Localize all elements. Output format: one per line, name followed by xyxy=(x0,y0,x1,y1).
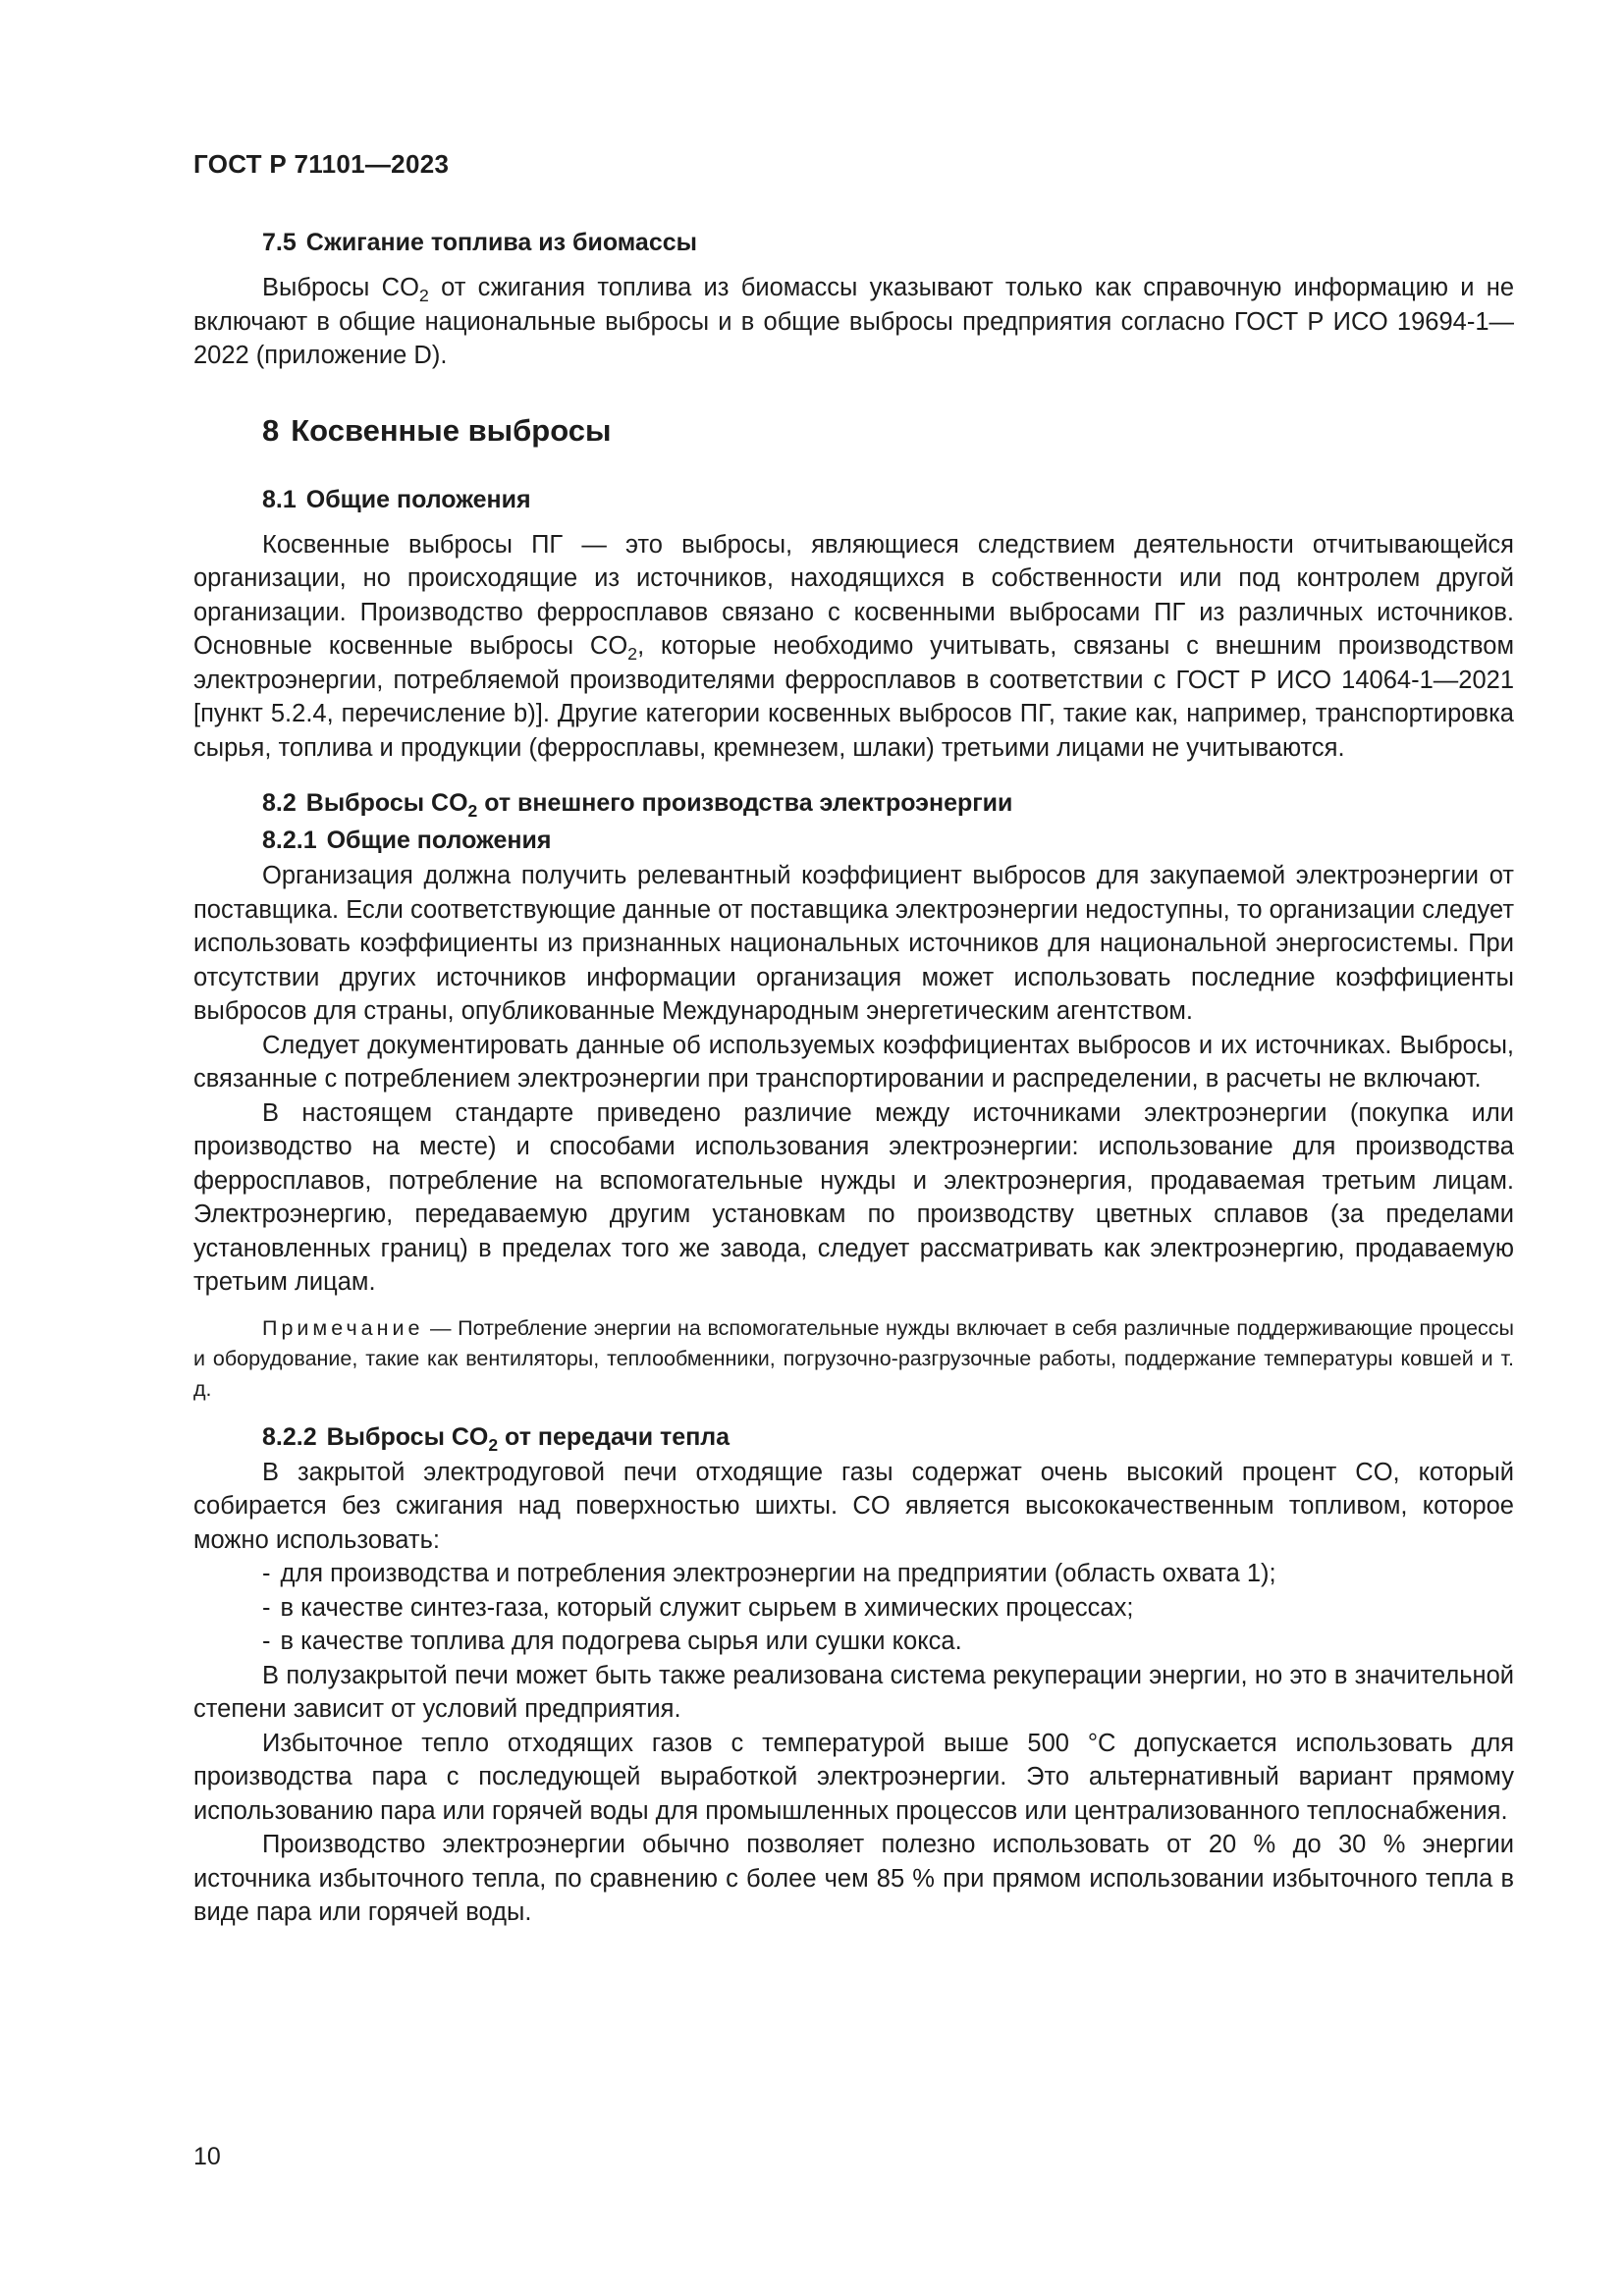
note-label: Примечание xyxy=(262,1315,424,1340)
section-title: Косвенные выбросы xyxy=(291,412,612,448)
section-8-2-1-paragraph-1: Организация должна получить релевантный коэффициент выбросов для закупаемой электроэнергии от поставщика. Если соответствующие данные от поставщика электроэнергии недоступны, то организации следует использовать коэффициенты из признанных национальных источников для национальной энергосистемы. При отсутствии других источников информации организация может использовать последние коэффициенты выбросов для страны, опубликованные Международным энергетическим агентством. xyxy=(193,862,1514,1025)
section-number: 8.2.1 xyxy=(262,827,317,854)
section-8-2-heading: 8.2 Выбросы $CO_2$ от внешнего производства электроэнергии xyxy=(262,789,1013,822)
section-number: 7.5 xyxy=(262,229,297,256)
section-number: 8.2.2 xyxy=(262,1422,317,1451)
section-title: Общие положения xyxy=(305,485,531,513)
list-item: - в качестве синтез-газа, который служит сырьем в химических процессах; xyxy=(262,1593,1134,1622)
list-marker: - xyxy=(262,1593,271,1622)
list-item: - для производства и потребления электроэнергии на предприятии (область охвата 1); xyxy=(262,1560,1276,1587)
section-title: Общие положения xyxy=(326,827,552,854)
page-number: 10 xyxy=(193,2143,221,2170)
list-item: - в качестве топлива для подогрева сырья или сушки кокса. xyxy=(262,1628,962,1655)
list-marker: - xyxy=(262,1628,271,1655)
section-8-2-1-paragraph-2: Следует документировать данные об используемых коэффициентах выбросов и их источниках. Выбросы, связанные с потреблением электроэнергии при транспортировании и распределении, в расчеты не включают. xyxy=(193,1031,1514,1093)
section-number: 8.1 xyxy=(262,485,297,513)
section-8-2-2-paragraph-3: Избыточное тепло отходящих газов с температурой выше 500 °C допускается использовать для производства пара с последующей выработкой электроэнергии. Это альтернативный вариант прямому использованию пара или горячей воды для промышленных процессов или централизованного теплоснабжения. xyxy=(193,1729,1514,1825)
list-marker: - xyxy=(262,1560,271,1587)
section-8-1-heading xyxy=(193,481,1514,518)
section-number: 8.2 xyxy=(262,789,297,817)
note xyxy=(193,1313,1514,1405)
section-title: Сжигание топлива из биомассы xyxy=(305,229,697,256)
note-text: — Потребление энергии на вспомогательные нужды включает в себя различные поддерживающие процессы и оборудование, такие как вентиляторы, теплообменники, погрузочно-разгрузочные работы, поддержание температуры ковшей и т. д. xyxy=(193,1315,1514,1401)
section-8-heading xyxy=(193,408,1514,454)
section-8-2-1-paragraph-3: В настоящем стандарте приведено различие между источниками электроэнергии (покупка или производство на месте) и способами использования электроэнергии: использование для производства ферросплавов, потребление на вспомогательные нужды и электроэнергия, продаваемая третьим лицам. Электроэнергию, передаваемую другим установкам по производству цветных сплавов (за пределами установленных границ) в пределах того же завода, следует рассматривать как электроэнергию, продаваемую третьим лицам. xyxy=(193,1098,1514,1296)
section-8-2-2-paragraph-1: В закрытой электродуговой печи отходящие газы содержат очень высокий процент CO, который собирается без сжигания над поверхностью шихты. CO является высококачественным топливом, которое можно использовать: xyxy=(193,1458,1514,1554)
section-8-2-2-heading: 8.2.2 Выбросы $CO_2$ от передачи тепла xyxy=(262,1422,731,1455)
section-8-2-2-paragraph-2: В полузакрытой печи может быть также реализована система рекуперации энергии, но это в значительной степени зависит от условий предприятия. xyxy=(193,1661,1514,1723)
document-header: ГОСТ Р 71101—2023 xyxy=(193,149,450,179)
section-7-5-paragraph: Выбросы $CO_2$ от сжигания топлива из биомассы указывают только как справочную информацию и не включают в общие национальные выбросы и в общие выбросы предприятия согласно ГОСТ Р ИСО 19694-1—2022 (приложение D). xyxy=(193,274,1515,369)
section-8-1-paragraph: Косвенные выбросы ПГ — это выбросы, являющиеся следствием деятельности отчитывающейся организации, но происходящие из источников, находящихся в собственности или под контролем другой организации. Производство ферросплавов связано с косвенными выбросами ПГ из различных источников. Основные косвенные выбросы $CO_2$, которые необходимо учитывать, связаны с внешним производством электроэнергии, потребляемой производителями ферросплавов в соответствии с ГОСТ Р ИСО 14064-1—2021 [пункт 5.2.4, перечисление b)]. Другие категории косвенных выбросов ПГ, такие как, например, транспортировка сырья, топлива и продукции (ферросплавы, кремнезем, шлаки) третьими лицами не учитываются. xyxy=(193,530,1514,762)
section-number: 8 xyxy=(262,412,280,448)
section-8-2-1-heading xyxy=(193,822,1514,859)
page-content xyxy=(193,224,1514,1930)
section-7-5-heading xyxy=(193,224,1514,261)
section-8-2-2-paragraph-4: Производство электроэнергии обычно позволяет полезно использовать от 20 % до 30 % энергии источника избыточного тепла, по сравнению с более чем 85 % при прямом использовании избыточного тепла в виде пара или горячей воды. xyxy=(193,1831,1514,1926)
